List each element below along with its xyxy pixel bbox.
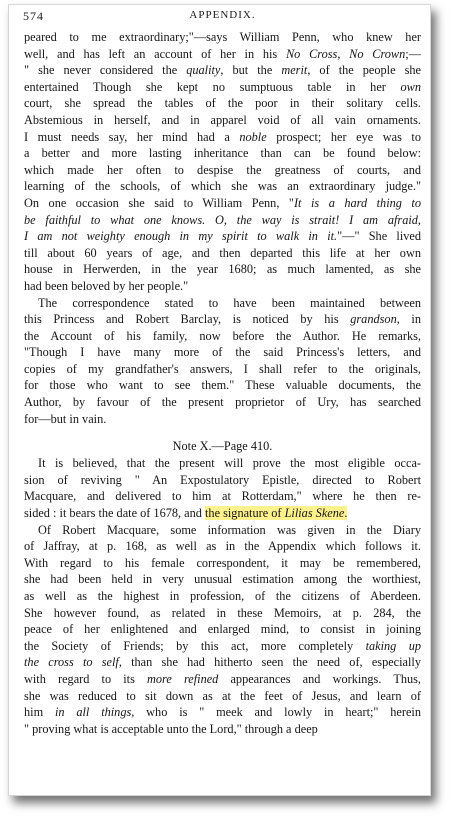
text-line: she was reduced to sit down as at the feet of Jesus, and learn of [24, 688, 421, 703]
paragraph-macquare [24, 522, 421, 738]
text-line: sion of reviving " An Expostulatory Epistle, directed to Robert [24, 472, 421, 487]
text-line: till about 60 years of age, and then departed this life at her own [24, 245, 421, 260]
text-line: peace of her enlightened and enlarged mind, to consist in joining [24, 622, 421, 637]
text-line: " proving what is acceptable unto the Lord," through a deep [24, 721, 318, 736]
note-heading: Note X.—Page 410. [172, 439, 273, 454]
text-line: entertained Though she kept no sumptuous table in her own [24, 79, 421, 94]
text-line: house in Herwerden, in the year 1680; as much lamented, as she [24, 262, 421, 277]
text-line: which made her often to despise the greatness of courts, and [24, 162, 421, 177]
highlighted-text: Lilias Skene [284, 506, 345, 521]
text-line: It is believed, that the present will prove the most eligible occa- [38, 456, 421, 471]
text-line: "Though I have many more of the said Princess's letters, and [24, 345, 421, 360]
text-line: court, she spread the tables of the poor in their solitary cells. [24, 96, 421, 111]
text-line: On one occasion she said to William Penn, "It is a hard thing to [24, 195, 421, 210]
text-line: I am not weighty enough in my spirit to walk in it."—" She lived [24, 229, 421, 244]
page-body [24, 29, 421, 737]
highlighted-text: . [344, 506, 348, 521]
text-line: the Account of his family, now before the Author. He remarks, [24, 328, 421, 343]
text-line: peared to me extraordinary;"—says William Penn, who knew her [24, 30, 421, 44]
paragraph-penn-account [24, 29, 421, 295]
text-line: him in all things, who is " meek and lowly in heart;" herein [24, 705, 421, 720]
text-line: " she never considered the quality, but the merit, of the people she [24, 63, 421, 78]
running-title: APPENDIX. [189, 9, 256, 21]
text-line: Macquare, and delivered to him at Rotterdam," where he then re- [24, 489, 421, 504]
text-line: for—but in vain. [24, 411, 107, 426]
text-line: Of Robert Macquare, some information was given in the Diary [38, 522, 421, 537]
text-line: Author, by favour of the present proprietor of Ury, has searched [24, 395, 421, 410]
text-line: With regard to his female correspondent, it may be remembered, [24, 555, 421, 570]
text-line: she had been held in very unusual estimation among the worthiest, [24, 572, 421, 587]
paragraph-epistle [24, 455, 421, 521]
text-line: as well as the highest in profession, of the citizens of Aberdeen. [24, 589, 421, 603]
text-line: for those who want to see them." These valuable documents, the [24, 378, 421, 393]
page-header [23, 9, 422, 25]
text-line: be faithful to what one knows. O, the way is strait! I am afraid, [24, 212, 421, 227]
text-line: the Society of Friends; by this act, more completely taking up [24, 638, 421, 653]
text-line: learning of the schools, of which she was an extraordinary judge." [24, 179, 421, 194]
text-line: Abstemious in herself, and in apparel void of all vain ornaments. [24, 112, 421, 127]
text-line: of Jaffray, at p. 168, as well as in the Appendix which follows it. [24, 539, 421, 554]
text-line: with regard to its more refined appearances and workings. Thus, [24, 671, 421, 686]
text-line: sided : it bears the date of 1678, and the signature of Lilias Skene. [24, 506, 348, 521]
text-line: this Princess and Robert Barclay, is noticed by his grandson, in [24, 312, 421, 327]
highlighted-text: the signature of [205, 506, 285, 521]
book-page [8, 4, 431, 796]
text-line: The correspondence stated to have been maintained between [38, 295, 421, 310]
text-line: I must needs say, her mind had a noble prospect; her eye was to [24, 129, 421, 144]
text-line: She however found, as related in these Memoirs, at p. 284, the [24, 605, 421, 620]
page-number: 574 [23, 9, 44, 23]
text-line: had been beloved by her people." [24, 278, 189, 293]
text-line: copies of my grandfather's answers, I shall refer to the originals, [24, 361, 421, 376]
text-line: a better and more lasting inheritance than can be found below: [24, 146, 421, 161]
paragraph-correspondence [24, 295, 421, 428]
text-line: the cross to self, than she had hitherto seen the need of, especially [24, 655, 421, 670]
text-line: well, and has left an account of her in his No Cross, No Crown;— [24, 46, 421, 61]
